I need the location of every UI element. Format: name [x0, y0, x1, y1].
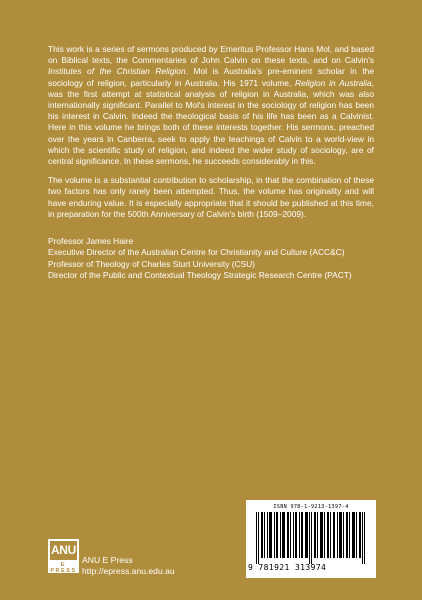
- logo-anu-text: ANU: [50, 541, 77, 560]
- barcode-digits: 9 781921 313974: [248, 563, 327, 572]
- anu-e-press-logo: [48, 539, 79, 573]
- blurb-text: [48, 44, 374, 282]
- book-title-religion-in-australia: Religion in Australia: [295, 77, 372, 88]
- blurb-paragraph-2: The volume is a substantial contribution to scholarship, in that the combination of these two factors has only rarely been attempted. Thus, the volume has originality and will have enduring value. It is especially appropriate that it should be published at this time, in preparation for the 500th Anniversary of Calvin's birth (1509–2009).: [48, 175, 374, 219]
- logo-epress-text: E PRESS: [50, 562, 77, 574]
- blurb-text-run: This work is a series of sermons produced by Emeritus Professor Hans Mol, and based on Biblical texts, the Commentaries of John Calvin on these texts, and on Calvin's: [48, 44, 374, 66]
- isbn-label: ISBN 978-1-9213-1397-4: [273, 504, 349, 510]
- publisher-name: ANU E Press: [82, 555, 133, 565]
- endorser-role-3: Director of the Public and Contextual Theology Strategic Research Centre (PACT): [48, 270, 352, 281]
- endorser-role-2: Professor of Theology of Charles Sturt University (CSU): [48, 258, 255, 269]
- endorser-name: Professor James Haire: [48, 236, 134, 247]
- publisher-info: [82, 555, 175, 578]
- blurb-text-run: . Mol is Australia's pre-eminent scholar in the sociology of religion, particularly in Australia. His 1971 volume,: [48, 66, 374, 88]
- endorsement-credit: [48, 236, 374, 282]
- publisher-url[interactable]: http://epress.anu.edu.au: [82, 566, 175, 577]
- barcode-bars: [256, 512, 366, 564]
- blurb-paragraph-1: [48, 44, 374, 167]
- blurb-text-run: , was the first attempt at statistical analysis of religion in Australia, which was also internationally significant. Parallel to Mol's interest in the sociology of religion has been his interest in Calvin. Indeed the theological basis of his life has been as a Calvinist. Here in this volume he brings both of these interests together. His sermons, preached over the years in Canberra, seek to apply the teachings of Calvin to a world-view in which the scientific study of religion, and indeed the wider study of sociology, are of central significance. In these sermons, he succeeds considerably in this.: [48, 77, 374, 167]
- endorser-role-1: Executive Director of the Australian Centre for Christianity and Culture (ACC&C): [48, 247, 345, 258]
- isbn-barcode: [246, 500, 376, 578]
- book-title-institutes: Institutes of the Christian Religion: [48, 66, 186, 77]
